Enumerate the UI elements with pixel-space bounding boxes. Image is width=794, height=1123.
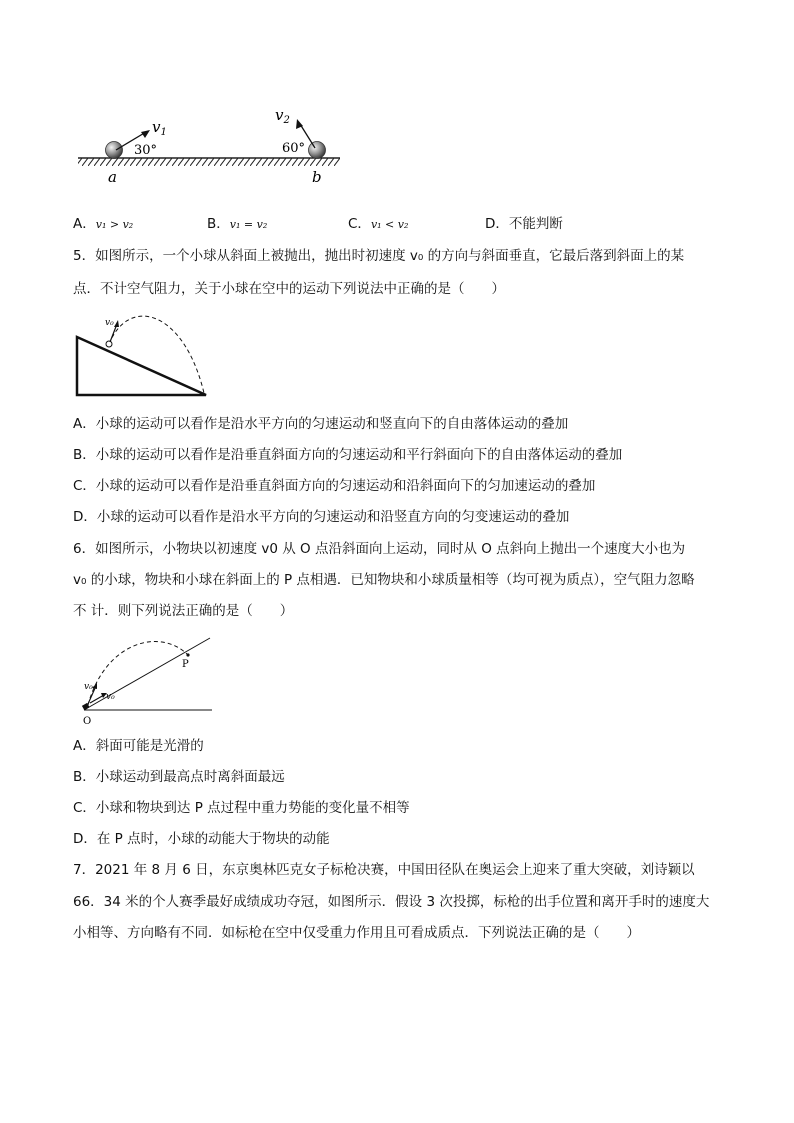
- q4-option-c: C．v₁ < v₂: [348, 216, 409, 232]
- slope-line: [84, 638, 210, 710]
- slope-block-figure: [80, 632, 220, 727]
- q5-stem-line1: 5．如图所示，一个小球从斜面上被抛出，抛出时初速度 v₀ 的方向与斜面垂直，它最后落到斜面上的某: [73, 248, 685, 264]
- q4-option-b: B．v₁ = v₂: [207, 216, 268, 232]
- q5-option-a: A．小球的运动可以看作是沿水平方向的匀速运动和竖直向下的自由落体运动的叠加: [73, 416, 569, 432]
- p-label: P: [182, 659, 189, 670]
- ball-a: [106, 142, 123, 159]
- ball-b: [309, 142, 326, 159]
- q6-option-a: A．斜面可能是光滑的: [73, 738, 204, 754]
- q5-option-b: B．小球的运动可以看作是沿垂直斜面方向的匀速运动和平行斜面向下的自由落体运动的叠加: [73, 447, 623, 463]
- incline-triangle: [77, 337, 206, 395]
- o-label: O: [83, 716, 92, 727]
- q7-stem-line1: 7．2021 年 8 月 6 日，东京奥林匹克女子标枪决赛，中国田径队在奥运会上迎来了重大突破，刘诗颖以: [73, 862, 695, 878]
- q6-option-d: D．在 P 点时，小球的动能大于物块的动能: [73, 831, 330, 847]
- ground-hatch: [78, 158, 340, 166]
- q6-stem-line3: 不 计．则下列说法正确的是（ ）: [73, 603, 294, 619]
- launch-ball: [106, 341, 112, 347]
- q7-stem-line3: 小相等、方向略有不同．如标枪在空中仅受重力作用且可看成质点．下列说法正确的是（ ）: [73, 925, 640, 941]
- q7-stem-line2: 66．34 米的个人赛季最好成绩成功夺冠，如图所示．假设 3 次投掷，标枪的出手位置和离开手时的速度大: [73, 894, 710, 910]
- balls-velocity-figure: [70, 106, 350, 190]
- q5-option-c: C．小球的运动可以看作是沿垂直斜面方向的匀速运动和沿斜面向下的匀加速运动的叠加: [73, 478, 596, 494]
- v1-arrowhead: [141, 130, 150, 138]
- q5-stem-line2: 点．不计空气阻力，关于小球在空中的运动下列说法中正确的是（ ）: [73, 281, 505, 297]
- point-a-label: a: [108, 168, 117, 186]
- v0-block-arrow: [90, 695, 104, 703]
- q6-option-b: B．小球运动到最高点时离斜面最远: [73, 769, 285, 785]
- q6-stem-line1: 6．如图所示，小物块以初速度 v0 从 O 点沿斜面向上运动，同时从 O 点斜向上抛出一个速度大小也为: [73, 541, 686, 557]
- v0-ball-label: v₀: [84, 682, 93, 692]
- point-b-label: b: [312, 168, 322, 186]
- v0-label: v₀: [105, 318, 114, 328]
- incline-projectile-figure: [74, 310, 214, 400]
- v2-label: $v_2$: [275, 106, 290, 126]
- v0-arrowhead: [114, 320, 119, 327]
- v0-block-label: v₀: [106, 692, 115, 702]
- q6-option-c: C．小球和物块到达 P 点过程中重力势能的变化量不相等: [73, 800, 410, 816]
- q4-options: [73, 212, 723, 230]
- q4-option-d: D．不能判断: [485, 216, 563, 232]
- q6-stem-line2: v₀ 的小球，物块和小球在斜面上的 P 点相遇．已知物块和小球质量相等（均可视为质点），空气阻力忽略: [73, 572, 695, 588]
- q4-option-a: A．v₁ > v₂: [73, 216, 134, 232]
- point-p: [186, 653, 189, 656]
- v0-ball-arrowhead: [92, 683, 97, 689]
- angle-a-label: 30°: [134, 143, 158, 158]
- q5-option-d: D．小球的运动可以看作是沿水平方向的匀速运动和沿竖直方向的匀变速运动的叠加: [73, 509, 570, 525]
- v1-label: $v_1$: [152, 118, 167, 138]
- angle-b-label: 60°: [282, 141, 306, 156]
- trajectory-dashed: [109, 316, 204, 393]
